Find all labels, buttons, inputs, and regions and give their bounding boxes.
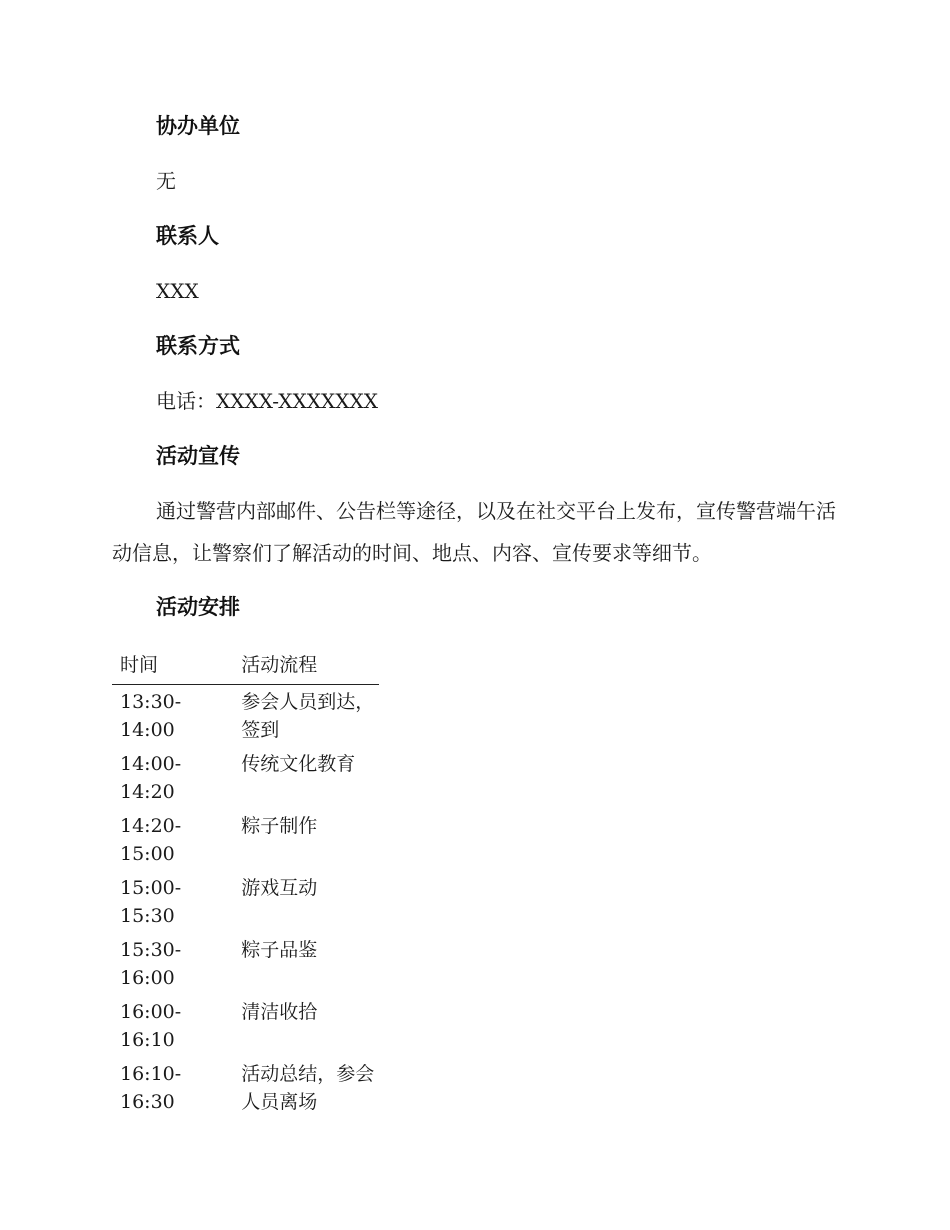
activity-cell: 传统文化教育 <box>241 753 356 775</box>
table-row <box>112 933 379 995</box>
time-cell: 16:10-16:30 <box>120 1063 182 1113</box>
co-organizer-heading: 协办单位 <box>156 114 240 138</box>
table-row <box>112 809 379 871</box>
time-cell: 15:00-15:30 <box>120 877 182 927</box>
time-cell: 15:30-16:00 <box>120 939 182 989</box>
column-header-activity: 活动流程 <box>233 648 379 685</box>
contact-method-value: 电话：XXXX-XXXXXXX <box>156 389 378 413</box>
activity-cell: 游戏互动 <box>241 877 318 899</box>
table-row <box>112 747 379 809</box>
schedule-table <box>112 648 379 1119</box>
time-cell: 16:00-16:10 <box>120 1001 182 1051</box>
schedule-header-row <box>112 648 379 685</box>
promotion-paragraph: 通过警营内部邮件、公告栏等途径，以及在社交平台上发布，宣传警营端午活动信息，让警察们了解活动的时间、地点、内容、宣传要求等细节。 <box>112 499 836 565</box>
time-cell: 14:00-14:20 <box>120 753 182 803</box>
table-row <box>112 871 379 933</box>
co-organizer-value: 无 <box>156 169 176 193</box>
activity-cell: 粽子制作 <box>241 815 318 837</box>
promotion-heading: 活动宣传 <box>156 444 240 468</box>
activity-cell: 粽子品鉴 <box>241 939 318 961</box>
activity-cell: 活动总结，参会人员离场 <box>241 1063 375 1113</box>
table-row <box>112 685 379 748</box>
schedule-heading: 活动安排 <box>156 595 240 619</box>
column-header-time: 时间 <box>112 648 233 685</box>
time-cell: 14:20-15:00 <box>120 815 182 865</box>
activity-cell: 清洁收拾 <box>241 1001 318 1023</box>
table-row <box>112 1057 379 1119</box>
contact-person-heading: 联系人 <box>156 224 219 248</box>
activity-cell: 参会人员到达，签到 <box>241 691 375 741</box>
time-cell: 13:30-14:00 <box>120 691 182 741</box>
contact-method-heading: 联系方式 <box>156 334 240 358</box>
contact-person-value: XXX <box>156 279 199 303</box>
table-row <box>112 995 379 1057</box>
